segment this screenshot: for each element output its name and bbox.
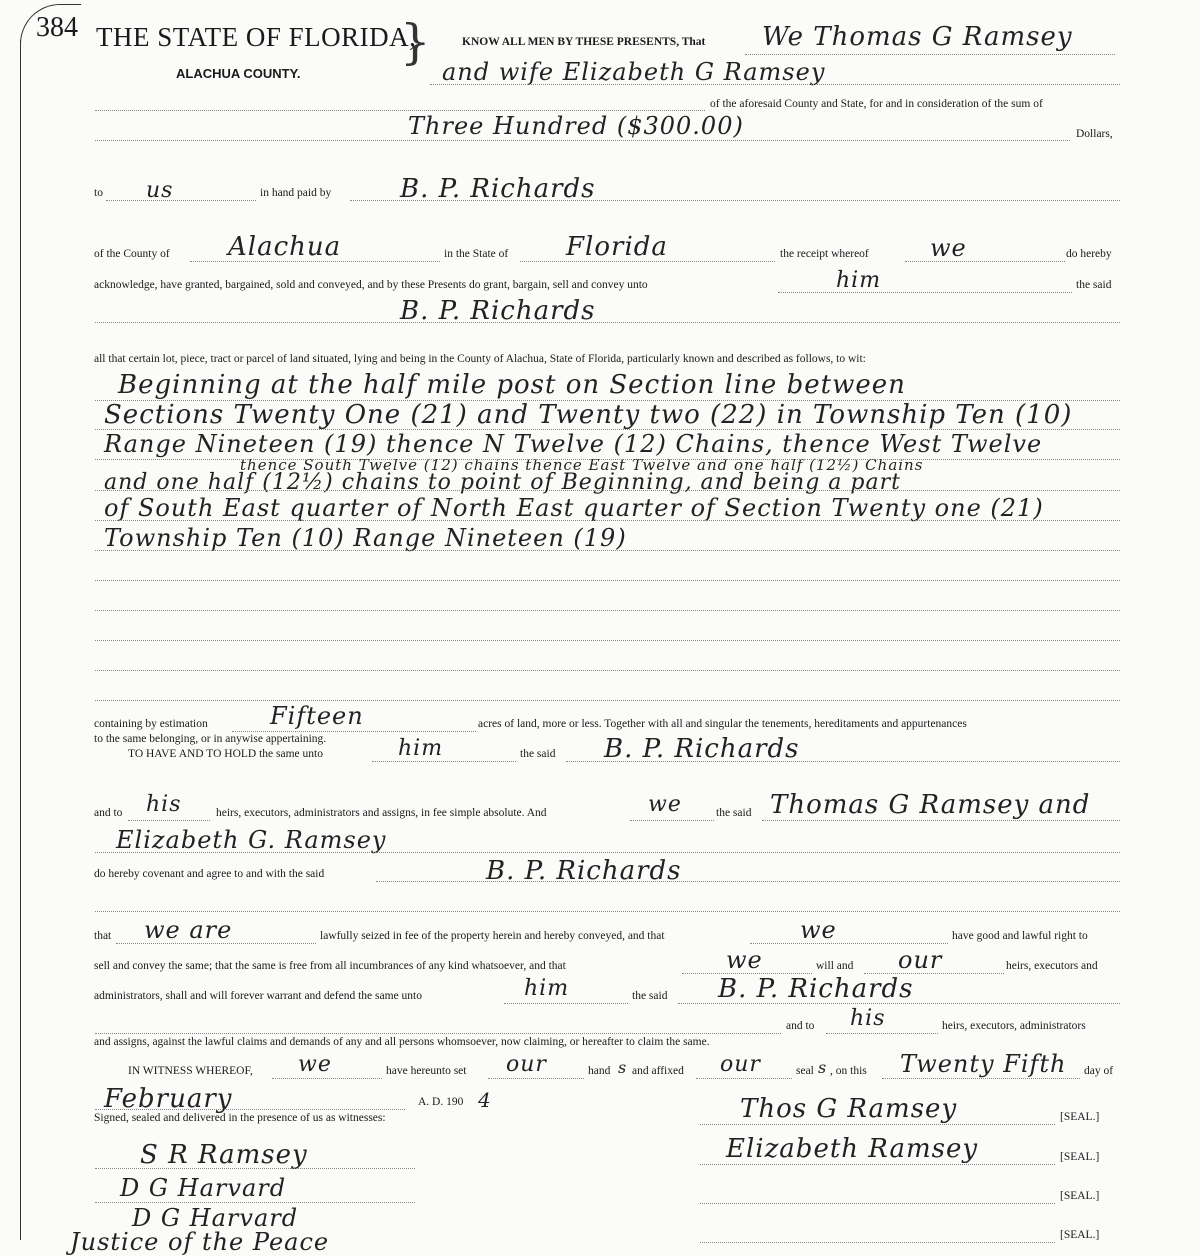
blank-line bbox=[95, 1109, 405, 1110]
seal-1: [SEAL.] bbox=[1060, 1111, 1100, 1123]
witness-4: Justice of the Peace bbox=[70, 1228, 330, 1256]
blank-line bbox=[696, 1078, 792, 1079]
blank-line bbox=[700, 1124, 1055, 1125]
blank-line bbox=[826, 1033, 938, 1034]
text-day-of: day of bbox=[1084, 1065, 1114, 1077]
brace-glyph: } bbox=[400, 14, 431, 70]
blank-line bbox=[95, 520, 1120, 521]
text-and-to: and to bbox=[94, 807, 123, 819]
day: Twenty Fifth bbox=[900, 1050, 1067, 1078]
month: February bbox=[104, 1084, 233, 1114]
blank-line bbox=[350, 200, 1120, 201]
blank-line bbox=[95, 610, 1120, 611]
blank-line bbox=[882, 1078, 1080, 1079]
year-digit: 4 bbox=[478, 1088, 492, 1112]
blank-line bbox=[566, 761, 1120, 762]
text-ad: A. D. 190 bbox=[418, 1096, 464, 1108]
text-to: to bbox=[94, 187, 103, 199]
text-lawfully: lawfully seized in fee of the property herein and hereby conveyed, and that bbox=[320, 930, 665, 942]
seal-4: [SEAL.] bbox=[1060, 1229, 1100, 1241]
have-unto: him bbox=[398, 736, 444, 761]
blank-line bbox=[95, 490, 1120, 491]
text-heirs-exec-2: heirs, executors and bbox=[1006, 960, 1098, 972]
blank-line bbox=[232, 731, 476, 732]
text-aforesaid: of the aforesaid County and State, for and in consideration of the sum of bbox=[710, 98, 1043, 110]
blank-line bbox=[372, 761, 516, 762]
blank-line bbox=[95, 700, 1120, 701]
said-names-1: Thomas G Ramsey and bbox=[770, 790, 1091, 820]
seal-3: [SEAL.] bbox=[1060, 1190, 1100, 1202]
text-have-good: have good and lawful right to bbox=[952, 930, 1088, 942]
desc-line-4: and one half (12½) chains to point of Beginning, and being a part bbox=[104, 470, 901, 495]
blank-line bbox=[95, 1202, 415, 1203]
text-containing: containing by estimation bbox=[94, 718, 208, 730]
blank-line bbox=[190, 261, 440, 262]
text-do-hereby: do hereby bbox=[1066, 248, 1112, 260]
desc-line-1: Beginning at the half mile post on Section line between bbox=[118, 370, 906, 400]
to-who: us bbox=[146, 178, 174, 203]
text-in-hand-paid: in hand paid by bbox=[260, 187, 332, 199]
blank-line bbox=[272, 1078, 382, 1079]
text-and-to-2: and to bbox=[786, 1020, 815, 1032]
hereunto-our: our bbox=[506, 1052, 547, 1077]
text-witness: IN WITNESS WHEREOF, bbox=[128, 1065, 253, 1077]
grantee-name: B. P. Richards bbox=[400, 296, 596, 326]
blank-line bbox=[750, 943, 948, 944]
blank-line bbox=[630, 820, 714, 821]
defend-said: B. P. Richards bbox=[718, 974, 914, 1004]
blank-line bbox=[700, 1203, 1055, 1204]
page-number: 384 bbox=[36, 12, 78, 43]
page-border-left bbox=[20, 40, 21, 1240]
desc-line-6: Township Ten (10) Range Nineteen (19) bbox=[104, 524, 627, 552]
seal-s: s bbox=[818, 1058, 828, 1077]
and-to-his-2: his bbox=[850, 1006, 886, 1031]
and-that-who: we bbox=[800, 916, 837, 944]
text-hereunto: have hereunto set bbox=[386, 1065, 467, 1077]
text-acres: acres of land, more or less. Together with all and singular the tenements, hereditaments and appurtenances bbox=[478, 718, 967, 730]
will-our: our bbox=[898, 946, 943, 974]
blank-line bbox=[95, 1168, 415, 1169]
grantors-line-1: We Thomas G Ramsey bbox=[762, 22, 1073, 52]
blank-line bbox=[95, 459, 1120, 460]
blank-line bbox=[700, 1164, 1055, 1165]
and-who: we bbox=[648, 792, 682, 817]
text-will-and: will and bbox=[816, 960, 854, 972]
said-names-2: Elizabeth G. Ramsey bbox=[116, 826, 387, 854]
state-title: THE STATE OF FLORIDA, bbox=[96, 22, 417, 52]
witness-3: D G Harvard bbox=[132, 1204, 299, 1232]
text-affixed: and affixed bbox=[632, 1065, 684, 1077]
desc-line-3: Range Nineteen (19) thence N Twelve (12) Chains, thence West Twelve bbox=[104, 430, 1043, 458]
blank-line bbox=[905, 261, 1065, 262]
desc-insert: thence South Twelve (12) chains thence East Twelve and one half (12½) Chains bbox=[240, 456, 924, 474]
desc-line-2: Sections Twenty One (21) and Twenty two (22) in Township Ten (10) bbox=[104, 400, 1073, 430]
know-all-men: KNOW ALL MEN BY THESE PRESENTS, That bbox=[462, 36, 706, 48]
covenant-with: B. P. Richards bbox=[486, 856, 682, 886]
text-that: that bbox=[94, 930, 112, 942]
blank-line bbox=[700, 1242, 1055, 1243]
blank-line bbox=[678, 1003, 1120, 1004]
text-of-county: of the County of bbox=[94, 248, 170, 260]
text-signed: Signed, sealed and delivered in the presence of us as witnesses: bbox=[94, 1112, 386, 1124]
text-heirs-exec: heirs, executors, administrators and assigns, in fee simple absolute. And bbox=[216, 807, 547, 819]
blank-line bbox=[95, 911, 1120, 912]
text-the-said-4: the said bbox=[632, 990, 668, 1002]
defend-unto: him bbox=[524, 976, 570, 1001]
blank-line bbox=[95, 852, 1120, 853]
blank-line bbox=[376, 881, 1120, 882]
blank-line bbox=[95, 322, 1120, 323]
state-name: Florida bbox=[566, 232, 668, 262]
blank-line bbox=[106, 200, 256, 201]
blank-line bbox=[95, 1033, 781, 1034]
text-the-said-2: the said bbox=[520, 748, 556, 760]
witness-2: D G Harvard bbox=[120, 1174, 287, 1202]
blank-line bbox=[116, 943, 316, 944]
blank-line bbox=[128, 820, 210, 821]
have-said: B. P. Richards bbox=[604, 734, 800, 764]
blank-line bbox=[430, 84, 1120, 85]
paid-by: B. P. Richards bbox=[400, 174, 596, 204]
blank-line bbox=[95, 640, 1120, 641]
text-seal-word: seal bbox=[796, 1065, 814, 1077]
county-title: ALACHUA COUNTY. bbox=[176, 66, 301, 81]
text-same-belonging: to the same belonging, or in anywise appertaining. bbox=[94, 733, 327, 745]
text-to-have: TO HAVE AND TO HOLD the same unto bbox=[128, 748, 323, 760]
amount: Three Hundred ($300.00) bbox=[408, 112, 744, 140]
text-acknowledge: acknowledge, have granted, bargained, sold and conveyed, and by these Presents do grant, bargain, sell and convey unto bbox=[94, 279, 648, 291]
seal-2: [SEAL.] bbox=[1060, 1151, 1100, 1163]
text-in-state: in the State of bbox=[444, 248, 509, 260]
and-to-his: his bbox=[146, 792, 182, 817]
receipt-who: we bbox=[930, 234, 967, 262]
blank-line bbox=[778, 292, 1072, 293]
blank-line bbox=[745, 54, 1115, 55]
text-covenant: do hereby covenant and agree to and with the said bbox=[94, 868, 325, 880]
blank-line bbox=[95, 550, 1120, 551]
blank-line bbox=[95, 110, 705, 111]
affixed-our: our bbox=[720, 1052, 761, 1077]
text-the-said-3: the said bbox=[716, 807, 752, 819]
that-who: we are bbox=[144, 916, 233, 944]
text-receipt: the receipt whereof bbox=[780, 248, 869, 260]
grantors-line-2: and wife Elizabeth G Ramsey bbox=[442, 58, 826, 86]
hands-s: s bbox=[618, 1058, 628, 1077]
text-on-this: , on this bbox=[830, 1065, 867, 1077]
blank-line bbox=[520, 261, 775, 262]
blank-line bbox=[95, 140, 1070, 141]
text-sell-convey: sell and convey the same; that the same is free from all incumbrances of any kind whatsoever, and that bbox=[94, 960, 566, 972]
blank-line bbox=[504, 1003, 628, 1004]
blank-line bbox=[95, 580, 1120, 581]
acres-count: Fifteen bbox=[270, 702, 364, 730]
witness-1: S R Ramsey bbox=[140, 1140, 308, 1170]
county-name: Alachua bbox=[228, 232, 342, 262]
text-heirs-exec-3: heirs, executors, administrators bbox=[942, 1020, 1086, 1032]
signature-2: Elizabeth Ramsey bbox=[726, 1134, 979, 1164]
text-the-said: the said bbox=[1076, 279, 1112, 291]
text-administrators: administrators, shall and will forever warrant and defend the same unto bbox=[94, 990, 422, 1002]
text-and-assigns: and assigns, against the lawful claims and demands of any and all persons whomsoever, now claiming, or hereafter to claim the same. bbox=[94, 1036, 710, 1048]
text-dollars: Dollars, bbox=[1076, 128, 1113, 140]
signature-1: Thos G Ramsey bbox=[740, 1094, 958, 1124]
blank-line bbox=[95, 670, 1120, 671]
unto-who: him bbox=[836, 268, 882, 293]
blank-line bbox=[488, 1078, 584, 1079]
text-hand: hand bbox=[588, 1065, 611, 1077]
free-that-who: we bbox=[726, 946, 763, 974]
text-all-that: all that certain lot, piece, tract or parcel of land situated, lying and being in the County of Alachua, State of Florida, particularly known and described as follows, to wit: bbox=[94, 353, 866, 365]
blank-line bbox=[762, 820, 1120, 821]
witness-who: we bbox=[298, 1052, 332, 1077]
desc-line-5: of South East quarter of North East quarter of Section Twenty one (21) bbox=[104, 494, 1044, 522]
